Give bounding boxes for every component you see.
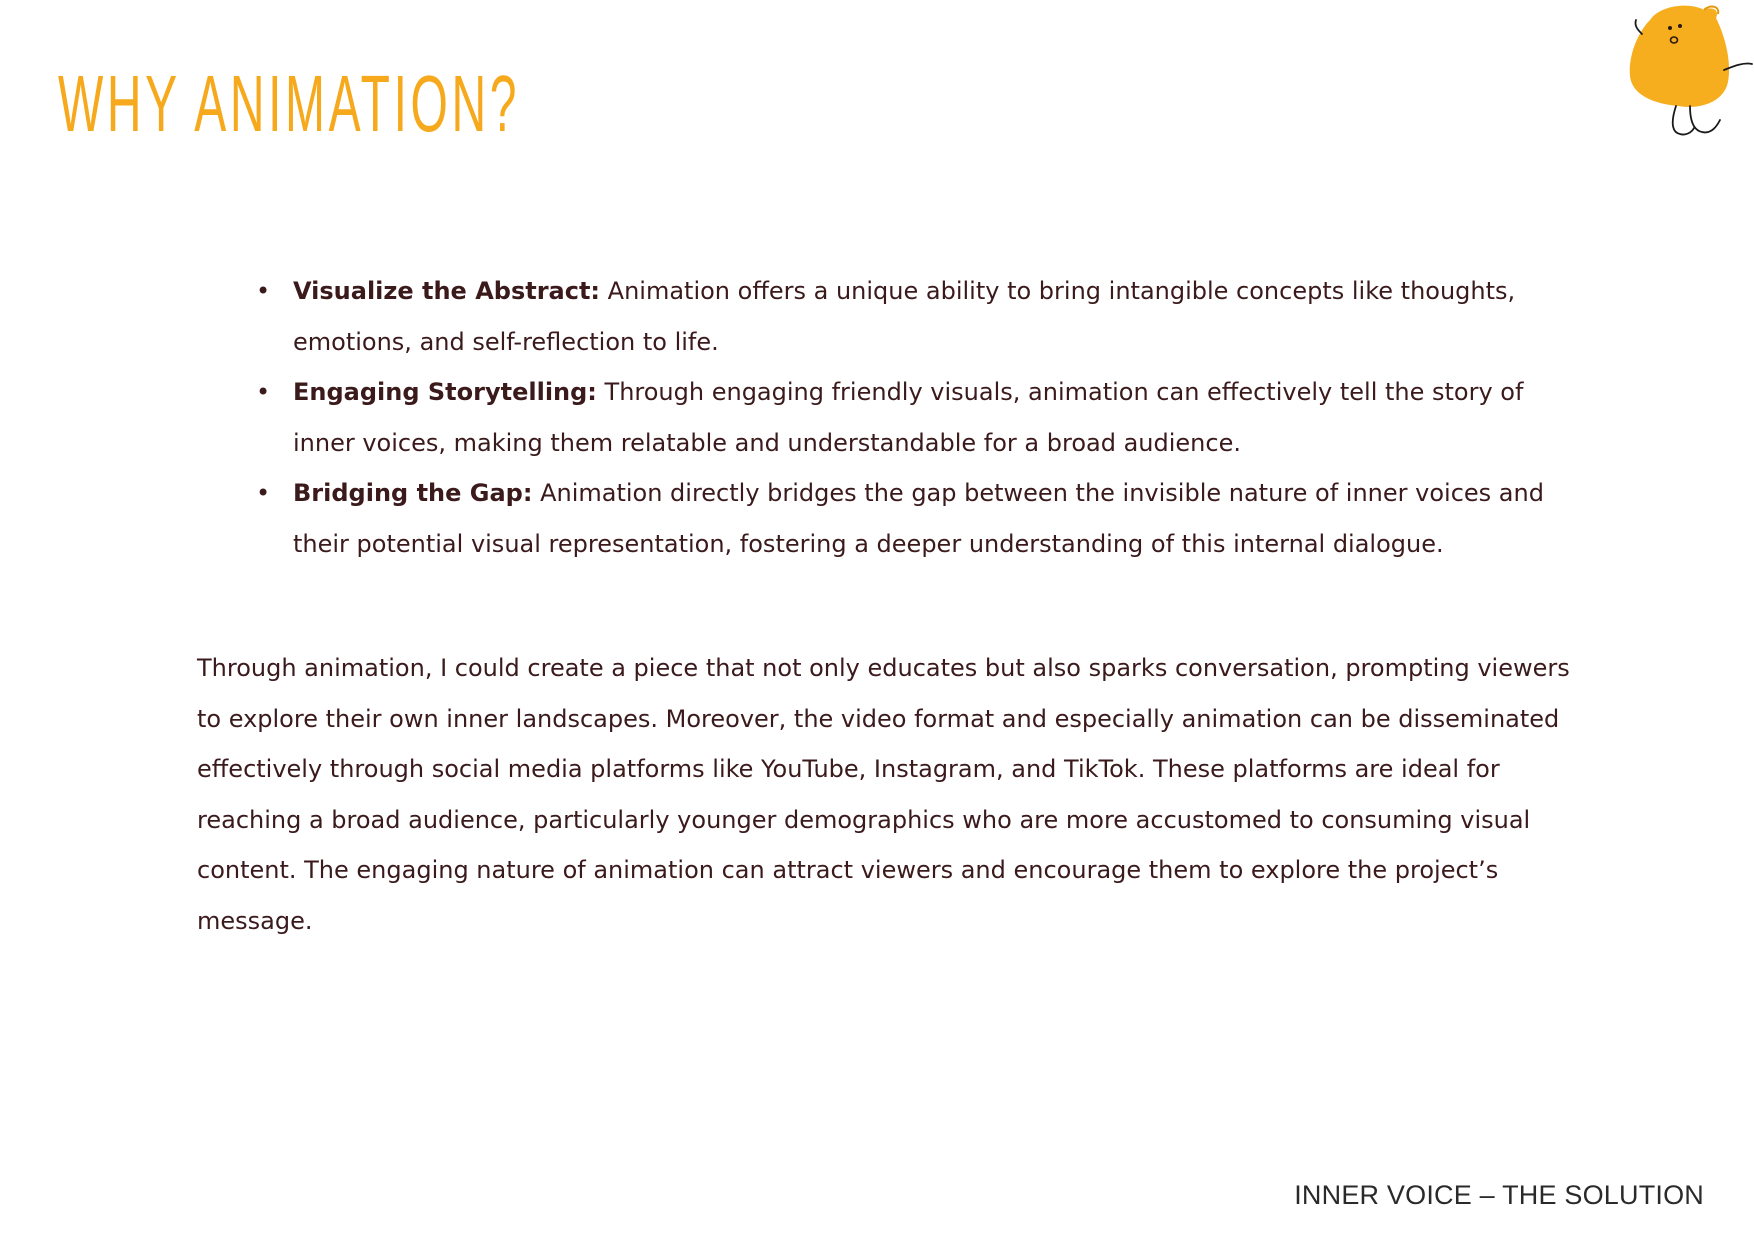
bullet-text: Animation offers a unique ability to bring intangible concepts like thoughts, emotions, and self-reflection to life. <box>293 277 1516 356</box>
bullet-term: Bridging the Gap: <box>293 479 533 507</box>
bullet-item <box>256 266 1553 367</box>
bullet-term: Visualize the Abstract: <box>293 277 601 305</box>
bullet-term: Engaging Storytelling: <box>293 378 597 406</box>
footer-label: INNER VOICE – THE SOLUTION <box>1294 1180 1704 1210</box>
bullet-dot-icon: • <box>256 479 271 507</box>
page-title: WHY ANIMATION? <box>58 59 521 148</box>
mascot-character-icon <box>1620 0 1754 150</box>
bullet-item <box>256 367 1553 468</box>
bullet-text: Animation directly bridges the gap between the invisible nature of inner voices and their potential visual representation, fostering a deeper understanding of this internal dialogue. <box>293 479 1544 558</box>
bullet-dot-icon: • <box>256 378 271 406</box>
bullet-item <box>256 468 1553 569</box>
bullet-list <box>256 266 1553 569</box>
bullet-text: Through engaging friendly visuals, animation can effectively tell the story of inner voices, making them relatable and understandable for a broad audience. <box>293 378 1524 457</box>
body-paragraph: Through animation, I could create a piece that not only educates but also sparks conversation, prompting viewers to explore their own inner landscapes. Moreover, the video format and especially animation can be disseminated effectively through social media platforms like YouTube, Instagram, and TikTok. These platforms are ideal for reaching a broad audience, particularly younger demographics who are more accustomed to consuming visual content. The engaging nature of animation can attract viewers and encourage them to explore the project’s message. <box>197 654 1570 935</box>
bullet-dot-icon: • <box>256 277 271 305</box>
